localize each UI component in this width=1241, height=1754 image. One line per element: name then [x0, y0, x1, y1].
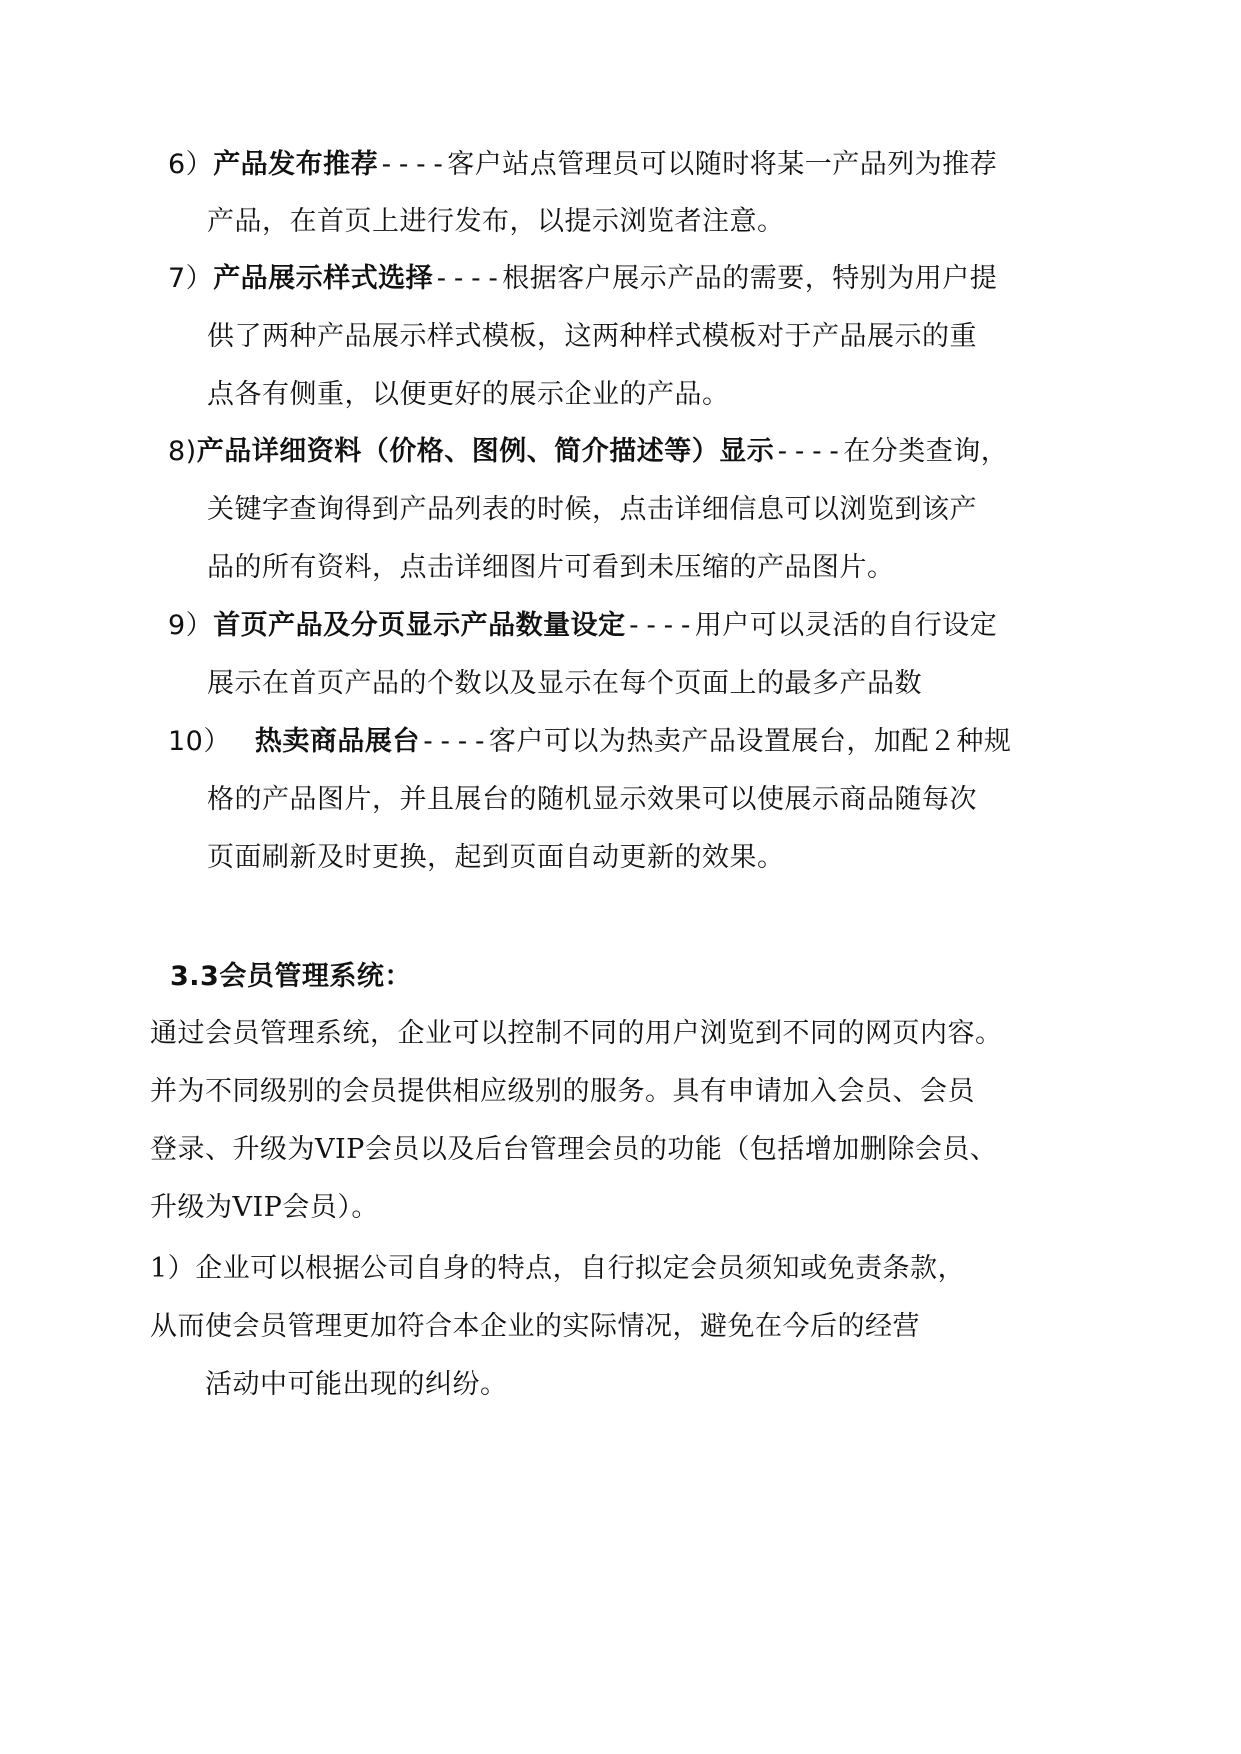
section-list-line-1: 1）企业可以根据公司自身的特点，自行拟定会员须知或免责条款， — [150, 1253, 966, 1284]
item-8-line-1 — [168, 435, 1008, 469]
section-list-line-3: 活动中可能出现的纠纷。 — [205, 1369, 508, 1400]
section-heading: 3.3会员管理系统： — [170, 961, 412, 992]
item-9-line-1 — [168, 609, 997, 643]
item-dash: ---- — [378, 149, 448, 180]
item-6-line-2: 产品，在首页上进行发布，以提示浏览者注意。 — [207, 206, 785, 237]
item-dash: ---- — [774, 436, 844, 467]
item-6-line-1 — [168, 148, 997, 182]
item-7-line-1 — [168, 262, 997, 296]
item-number: 7） — [168, 263, 214, 294]
item-title: 热卖商品展台 — [254, 726, 420, 757]
item-number: 8) — [168, 436, 197, 467]
section-list-line-2: 从而使会员管理更加符合本企业的实际情况，避免在今后的经营 — [150, 1311, 920, 1342]
item-text: 客户站点管理员可以随时将某一产品列为推荐 — [447, 149, 998, 180]
item-dash: ---- — [419, 726, 489, 757]
section-paragraph-line-3: 登录、升级为VIP会员以及后台管理会员的功能（包括增加删除会员、 — [150, 1134, 998, 1165]
item-number: 6） — [168, 149, 214, 180]
item-title: 产品展示样式选择 — [213, 263, 434, 294]
item-title: 产品详细资料（价格、图例、简介描述等）显示 — [196, 436, 775, 467]
item-7-line-3: 点各有侧重，以便更好的展示企业的产品。 — [207, 379, 730, 410]
item-8-line-2: 关键字查询得到产品列表的时候，点击详细信息可以浏览到该产 — [207, 494, 977, 525]
item-8-line-3: 品的所有资料，点击详细图片可看到未压缩的产品图片。 — [207, 552, 895, 583]
item-text: 客户可以为热卖产品设置展台，加配２种规 — [488, 726, 1012, 757]
section-paragraph-line-1: 通过会员管理系统，企业可以控制不同的用户浏览到不同的网页内容。 — [150, 1018, 1003, 1049]
item-dash: ---- — [433, 263, 503, 294]
item-title: 产品发布推荐 — [213, 149, 379, 180]
section-paragraph-line-2: 并为不同级别的会员提供相应级别的服务。具有申请加入会员、会员 — [150, 1076, 975, 1107]
item-text: 在分类查询， — [843, 436, 1009, 467]
item-number: 10） — [168, 726, 231, 757]
item-dash: ---- — [625, 610, 695, 641]
item-text: 用户可以灵活的自行设定 — [694, 610, 998, 641]
item-7-line-2: 供了两种产品展示样式模板，这两种样式模板对于产品展示的重 — [207, 321, 977, 352]
section-paragraph-line-4: 升级为VIP会员）。 — [150, 1192, 379, 1223]
item-10-line-2: 格的产品图片，并且展台的随机显示效果可以使展示商品随每次 — [207, 784, 977, 815]
item-title: 首页产品及分页显示产品数量设定 — [213, 610, 626, 641]
item-10-line-3: 页面刷新及时更换，起到页面自动更新的效果。 — [207, 842, 785, 873]
item-text: 根据客户展示产品的需要，特别为用户提 — [502, 263, 998, 294]
item-number: 9） — [168, 610, 214, 641]
item-9-line-2: 展示在首页产品的个数以及显示在每个页面上的最多产品数 — [207, 668, 922, 699]
item-10-line-1 — [168, 725, 1011, 759]
